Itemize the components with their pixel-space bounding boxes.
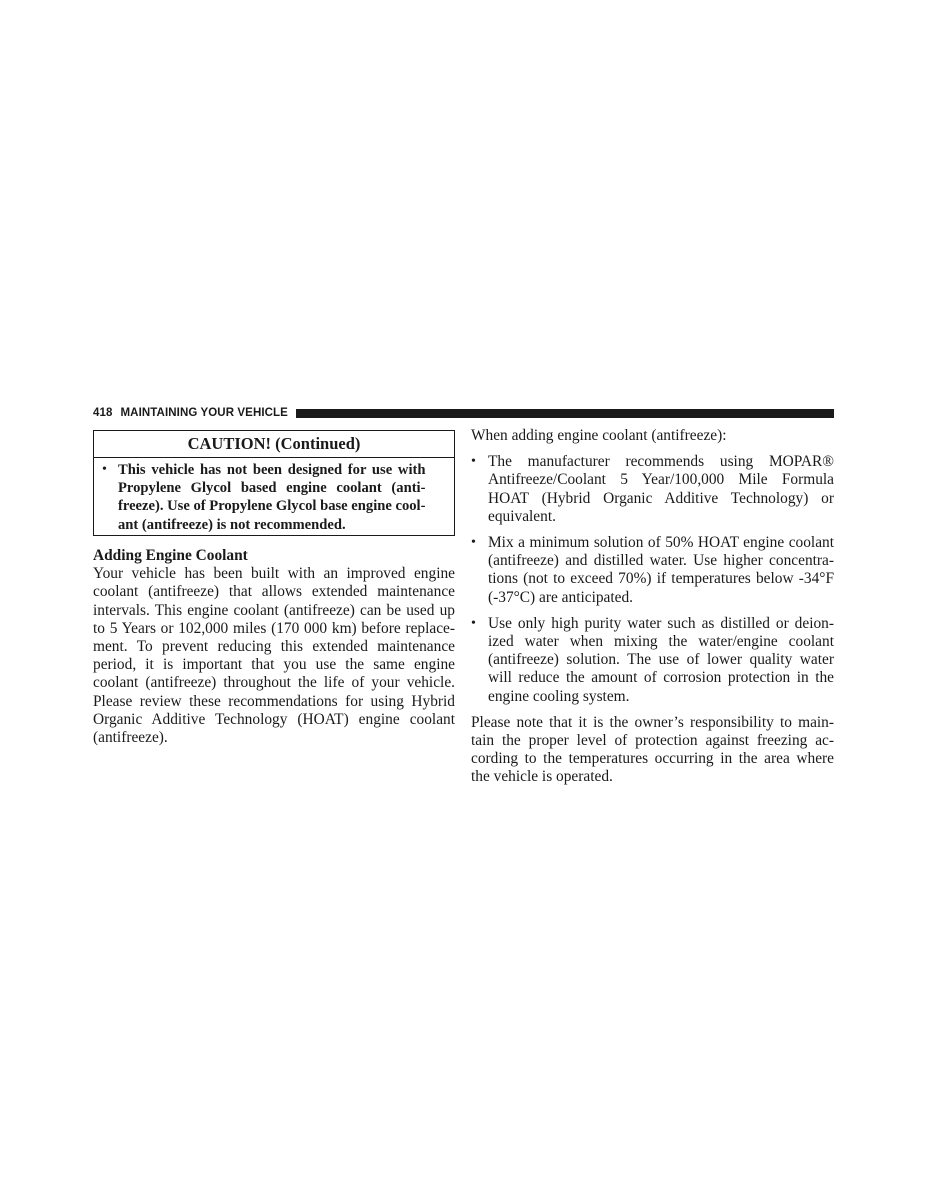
text-line: period, it is important that you use the same engine [93, 656, 455, 674]
text-line: equivalent. [488, 507, 556, 525]
text-line: Your vehicle has been built with an improved engine [93, 565, 455, 583]
list-item-text [488, 534, 834, 607]
text-line: Organic Additive Technology (HOAT) engine coolant [93, 710, 455, 728]
text-line: (-37°C) are anticipated. [488, 588, 634, 606]
text-line: engine cooling system. [488, 687, 630, 705]
text-line: (antifreeze). [93, 729, 168, 747]
text-line: Please review these recommendations for using Hybrid [93, 692, 455, 710]
text-line: Please note that it is the owner’s responsibility to main- [471, 713, 834, 731]
text-line: Mix a minimum solution of 50% HOAT engine coolant [488, 534, 834, 552]
text-line: Use only high purity water such as distilled or deion- [488, 614, 834, 632]
text-line: tain the proper level of protection against freezing ac- [471, 732, 834, 750]
text-line: coolant (antifreeze) that allows extended maintenance [93, 583, 455, 601]
intro-line: When adding engine coolant (antifreeze): [471, 427, 727, 444]
text-line: intervals. This engine coolant (antifreeze) can be used up [93, 601, 455, 619]
left-column [93, 547, 455, 747]
header-rule [296, 409, 834, 418]
text-line: coolant (antifreeze) throughout the life of your vehicle. [93, 674, 455, 692]
caution-box [93, 430, 455, 536]
list-item [471, 453, 834, 526]
caution-line: ant (antifreeze) is not recommended. [118, 516, 346, 533]
body-paragraph [93, 565, 455, 747]
caution-line: Propylene Glycol based engine coolant (anti- [118, 480, 426, 497]
text-line: will reduce the amount of corrosion protection in the [488, 669, 834, 687]
text-line: The manufacturer recommends using MOPAR® [488, 453, 834, 471]
caution-line: freeze). Use of Propylene Glycol base engine cool- [118, 498, 426, 515]
section-title: MAINTAINING YOUR VEHICLE [120, 407, 288, 419]
bullet-list [471, 453, 834, 706]
right-column [471, 427, 834, 787]
bullet-glyph: • [471, 535, 476, 551]
bullet-glyph: • [102, 462, 107, 477]
text-line: (antifreeze) and distilled water. Use higher concentra- [488, 552, 834, 570]
list-item-text [488, 453, 834, 526]
bullet-glyph: • [471, 615, 476, 631]
caution-text [118, 461, 425, 534]
list-item [471, 615, 834, 706]
caution-list-item [94, 458, 454, 534]
text-line: cording to the temperatures occurring in the area where [471, 750, 834, 768]
running-header [93, 405, 834, 421]
list-item-text [488, 615, 834, 706]
text-line: Antifreeze/Coolant 5 Year/100,000 Mile Formula [488, 471, 834, 489]
text-line: ment. To prevent reducing this extended maintenance [93, 638, 455, 656]
text-line: HOAT (Hybrid Organic Additive Technology) or [488, 489, 834, 507]
text-line: the vehicle is operated. [471, 768, 613, 786]
text-line: tions (not to exceed 70%) if temperatures below -34°F [488, 570, 834, 588]
text-line: to 5 Years or 102,000 miles (170 000 km) before replace- [93, 619, 455, 637]
text-line: ized water when mixing the water/engine coolant [488, 633, 834, 651]
closing-paragraph [471, 714, 834, 787]
caution-title: CAUTION! (Continued) [94, 431, 454, 458]
page-number: 418 [93, 407, 113, 419]
text-line: (antifreeze) solution. The use of lower quality water [488, 651, 834, 669]
bullet-glyph: • [471, 454, 476, 470]
list-item [471, 534, 834, 607]
caution-line: This vehicle has not been designed for use with [118, 462, 426, 478]
section-heading: Adding Engine Coolant [93, 547, 248, 564]
